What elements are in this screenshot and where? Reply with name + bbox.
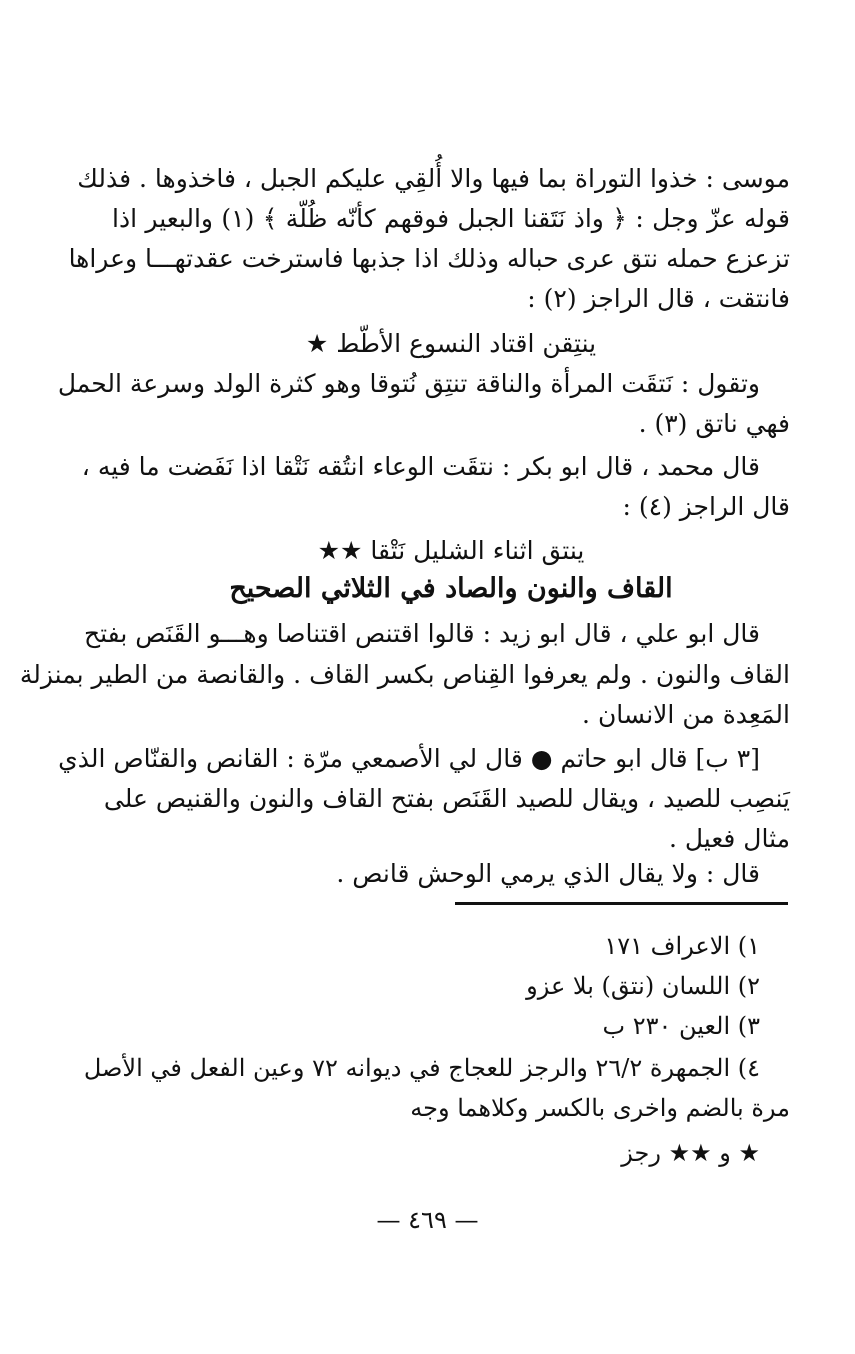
body-line: مثال فعيل . [668, 824, 790, 853]
verse-line: ينتق اثناء الشليل نَتْقا ★★ [317, 536, 585, 565]
body-line: قال ابو علي ، قال ابو زيد : قالوا اقتنص اقتناصا وهـــو القَنَص بفتح [83, 619, 760, 648]
body-line: [٣ ب] قال ابو حاتم ● قال لي الأصمعي مرّة : القانص والقنّاص الذي [58, 744, 760, 773]
body-line: القاف والنون . ولم يعرفوا القِناص بكسر القاف . والقانصة من الطير بمنزلة [19, 660, 790, 689]
section-heading: القاف والنون والصاد في الثلاثي الصحيح [229, 573, 673, 604]
body-line: فهي ناتق (٣) . [638, 409, 790, 438]
body-line: موسى : خذوا التوراة بما فيها والا أُلقِي عليكم الجبل ، فاخذوها . فذلك [77, 164, 790, 193]
footnote: ★ و ★★ رجز [621, 1139, 760, 1167]
body-line: قوله عزّ وجل : ﴿ واذ نَتَقنا الجبل فوقهم كأنّه ظُلّة ﴾ (١) والبعير اذا [112, 204, 790, 233]
verse-line: ينتِقن اقتاد النسوع الأطّط ★ [305, 329, 597, 358]
body-line: يَنصِب للصيد ، ويقال للصيد القَنَص بفتح القاف والنون والقنيص على [103, 784, 790, 813]
body-line: المَعِدة من الانسان . [582, 700, 790, 729]
footnote: ٣) العين ٢٣٠ ب [602, 1012, 760, 1040]
body-line: تزعزع حمله نتق عرى حباله وذلك اذا جذبها فاسترخت عقدتهـــا وعراها [68, 244, 790, 273]
footnote: ٤) الجمهرة ٢٦/٢ والرجز للعجاج في ديوانه ٧٢ وعين الفعل في الأصل [83, 1054, 760, 1082]
body-line: قال محمد ، قال ابو بكر : نتقَت الوعاء انتُقه نَتْقا اذا نَفَضت ما فيه ، [81, 452, 760, 481]
body-line: قال : ولا يقال الذي يرمي الوحش قانص . [336, 859, 760, 888]
body-line: فانتقت ، قال الراجز (٢) : [527, 284, 790, 313]
footnote: ١) الاعراف ١٧١ [604, 932, 760, 960]
body-line: وتقول : نَتقَت المرأة والناقة تنتِق نُتوقا وهو كثرة الولد وسرعة الحمل [57, 369, 760, 398]
footnote-divider [455, 902, 788, 905]
page-number: — ٤٦٩ — [376, 1206, 479, 1234]
footnote: مرة بالضم واخرى بالكسر وكلاهما وجه [410, 1094, 790, 1122]
body-line: قال الراجز (٤) : [622, 492, 790, 521]
footnote: ٢) اللسان (نتق) بلا عزو [526, 972, 760, 1000]
